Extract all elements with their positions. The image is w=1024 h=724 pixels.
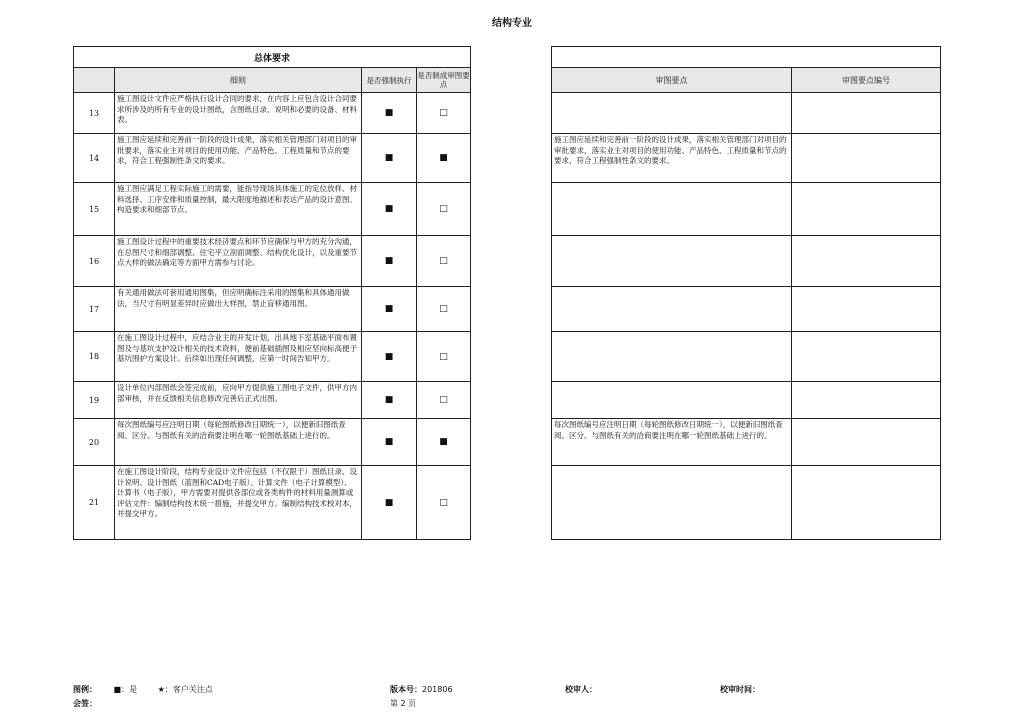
legend: [73, 684, 213, 695]
review-point-code: [792, 183, 941, 236]
table-row: [74, 332, 471, 382]
table-row: [74, 134, 471, 183]
mandatory-mark: ■: [362, 183, 417, 236]
page-title: 结构专业: [492, 18, 532, 29]
review-point-text: [552, 332, 792, 382]
row-number: 21: [74, 466, 115, 540]
review-point-text: [552, 382, 792, 419]
table-row: [74, 236, 471, 287]
table-row: [552, 332, 941, 382]
review-time-label: 校审时间：: [720, 685, 760, 694]
mandatory-mark: ■: [362, 466, 417, 540]
keypoint-mark: ■: [417, 134, 471, 183]
countersign-label: 会签：: [73, 699, 97, 708]
review-point-text: [552, 183, 792, 236]
keypoint-mark: □: [417, 236, 471, 287]
keypoint-mark: □: [417, 93, 471, 134]
review-point-code: [792, 466, 941, 540]
review-point-text: [552, 466, 792, 540]
row-detail: 施工图设计过程中的重要技术经济要点和环节应确保与甲方的充分沟通，在总图尺寸和细部调整、住宅平立剖面调整、结构优化设计，以及重要节点大样的做法确定等方面甲方需参与讨论。: [115, 236, 362, 287]
keypoint-mark: □: [417, 382, 471, 419]
review-point-code: [792, 332, 941, 382]
mandatory-mark: ■: [362, 382, 417, 419]
review-point-code: [792, 382, 941, 419]
review-point-text: [552, 236, 792, 287]
mandatory-mark: ■: [362, 236, 417, 287]
review-point-code: [792, 134, 941, 183]
row-number: 19: [74, 382, 115, 419]
row-number: 20: [74, 419, 115, 466]
col-review-point-header: 审图要点: [552, 68, 792, 93]
row-number: 17: [74, 287, 115, 332]
reviewer-label: 校审人：: [565, 685, 597, 694]
table-row: [552, 382, 941, 419]
mandatory-mark: ■: [362, 134, 417, 183]
table-row: [74, 419, 471, 466]
table-row: [74, 382, 471, 419]
row-detail: 施工图设计文件应严格执行设计合同的要求，在内容上应包含设计合同要求所涉及的所有专业的设计图纸，含图纸目录、说明和必要的设备、材料表。: [115, 93, 362, 134]
col-no-header: [74, 68, 115, 93]
col-keypoint-header: 是否制成审图要点: [417, 68, 471, 93]
legend-star: ★：客户关注点: [157, 685, 213, 694]
mandatory-mark: ■: [362, 332, 417, 382]
table-row: [552, 183, 941, 236]
right-band: [552, 47, 941, 68]
row-detail: 设计单位内部图纸会签完成前，应向甲方提供施工图电子文件，供甲方内部审核，并在反馈相关信息修改完善后正式出图。: [115, 382, 362, 419]
row-number: 15: [74, 183, 115, 236]
row-detail: 在施工图设计过程中，应结合业主的开发计划，出具地下室基础平面布置图及与基坑支护设计相关的技术资料，便前基础插图及相应坚向标高便于基坑围护方案设计。后续如出现任何调整，应第一时间告知甲方。: [115, 332, 362, 382]
col-detail-header: 细则: [115, 68, 362, 93]
row-number: 13: [74, 93, 115, 134]
page-number: 第 2 页: [390, 699, 417, 708]
table-row: [552, 236, 941, 287]
row-number: 14: [74, 134, 115, 183]
mandatory-mark: ■: [362, 287, 417, 332]
keypoint-mark: ■: [417, 419, 471, 466]
mandatory-mark: ■: [362, 93, 417, 134]
version-value: 201806: [422, 685, 453, 694]
review-point-code: [792, 419, 941, 466]
table-row: [552, 419, 941, 466]
table-row: [74, 183, 471, 236]
row-detail: 有关通用做法可套用通用图集，但应明确标注采用的图集和具体通用做法，当尺寸有明显差异时应做出大样图，禁止盲移通用图。: [115, 287, 362, 332]
table-row: [74, 287, 471, 332]
row-number: 16: [74, 236, 115, 287]
table-row: [74, 93, 471, 134]
legend-label: 图例：: [73, 685, 97, 694]
review-point-text: [552, 93, 792, 134]
table-row: [552, 287, 941, 332]
table-row: [552, 134, 941, 183]
table-row: [74, 466, 471, 540]
review-point-text: 每次图纸编号应注明日期（每轮图纸修改日期统一），以便新旧图纸查阅、区分。与图纸有关的洽商要注明在哪一轮图纸基础上进行的。: [552, 419, 792, 466]
band-title: 总体要求: [74, 47, 471, 68]
row-detail: 在施工图设计阶段，结构专业设计文件应包括（不仅限于）图纸目录、设计说明、设计图纸（蓝图和CAD电子版）、计算文件（电子计算模型）、计算书（电子版），甲方需要对提供各部位或各类构件的材料用量测算或评估文件：编制结构技术统一措施，并提交甲方。编制结构技术校对本，并提交甲方。: [115, 466, 362, 540]
keypoint-mark: □: [417, 332, 471, 382]
mandatory-mark: ■: [362, 419, 417, 466]
review-points-table: [551, 46, 941, 540]
version-label: 版本号：: [390, 685, 422, 694]
review-point-text: 施工图应延续和完善前一阶段的设计成果，落实相关管理部门对项目的审批要求，落实业主对项目的使用功能、产品特色、工程质量和节点的要求，符合工程强制性条文的要求。: [552, 134, 792, 183]
row-detail: 每次图纸编号应注明日期（每轮图纸修改日期统一），以便新旧图纸查阅、区分。与图纸有关的洽商要注明在哪一轮图纸基础上进行的。: [115, 419, 362, 466]
review-point-code: [792, 236, 941, 287]
requirements-table: [73, 46, 471, 540]
legend-yes: ■：是: [113, 685, 138, 694]
table-row: [552, 93, 941, 134]
review-point-code: [792, 93, 941, 134]
col-review-no-header: 审图要点编号: [792, 68, 941, 93]
keypoint-mark: □: [417, 287, 471, 332]
keypoint-mark: □: [417, 466, 471, 540]
review-point-text: [552, 287, 792, 332]
col-mandatory-header: 是否强制执行: [362, 68, 417, 93]
keypoint-mark: □: [417, 183, 471, 236]
row-number: 18: [74, 332, 115, 382]
row-detail: 施工图应满足工程实际施工的需要，能指导现场具体施工的定位放样、材料选择、工序安排和质量控制，最大限度地描述和表达产品的设计意图、构造要求和细部节点。: [115, 183, 362, 236]
review-point-code: [792, 287, 941, 332]
table-row: [552, 466, 941, 540]
row-detail: 施工图应延续和完善前一阶段的设计成果，落实相关管理部门对项目的审批要求，落实业主对项目的使用功能、产品特色、工程质量和节点的要求，符合工程强制性条文的要求。: [115, 134, 362, 183]
